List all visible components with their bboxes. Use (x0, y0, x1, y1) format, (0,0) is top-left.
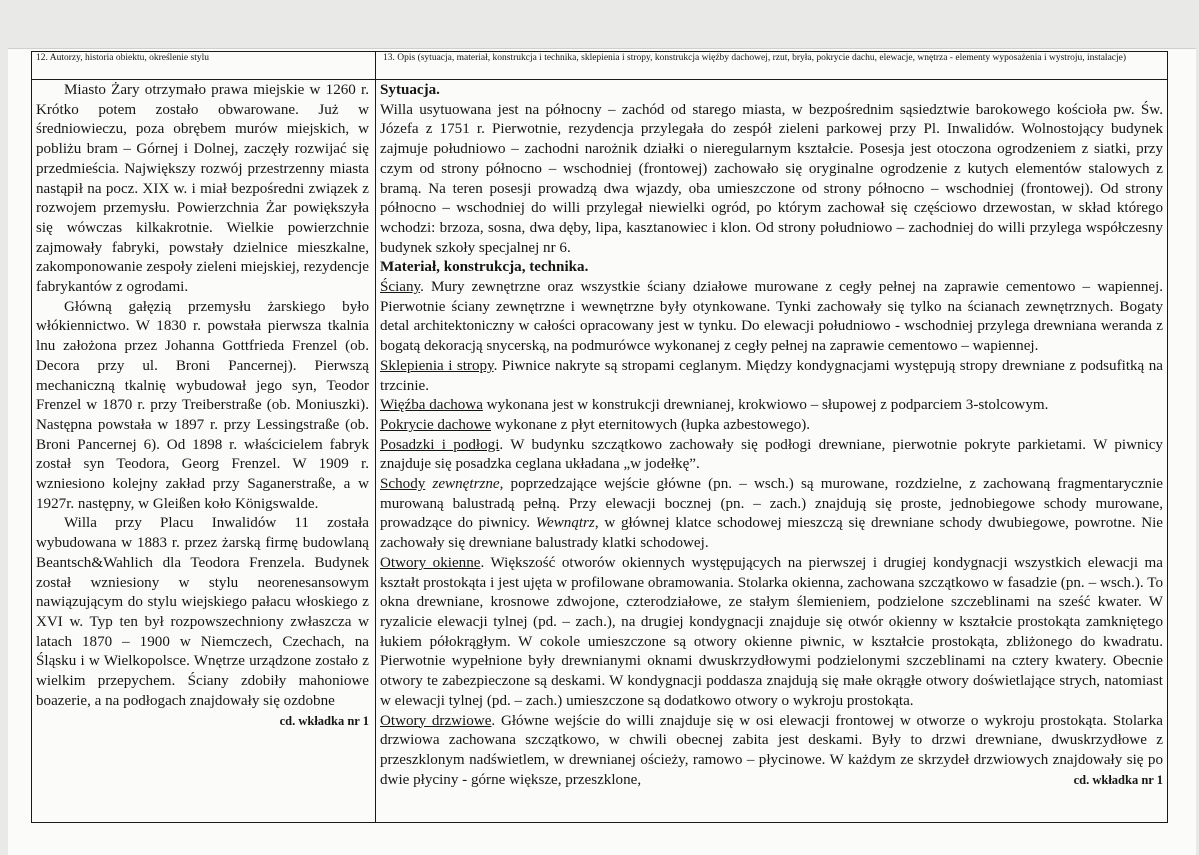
otwory-okienne-text: . Większość otworów okiennych występujących na pierwszej i drugiej kondygnacji wszystkich elewacji ma kształt prostokąta i jest ujęta w profilowane obramowania. Stolarka okienna, zachowana szczątkowo w fasadzie (pn. – wsch.). To okna drewniane, krosnowe zdwojone, czterodziałowe, ze stałym ślemieniem, podzielone szczeblinami na sześć kwater. W ryzalicie elewacji tylnej (pd. – zach.), na drugiej kondygnacji znajduje się otwór okienny w kształcie prostokąta zamkniętego łukiem półokrągłym. W cokole umieszczone są otwory okienne piwnic, w kształcie prostokąta, zbliżonego do kwadratu. Pierwotnie wypełnione były drewnianymi oknami dwuskrzydłowymi podzielonymi szczeblinami na cztery kwatery. Obecnie otwory te zabezpieczone są deskami. W kondygnacji poddasza znajdują się małe okrągłe otwory doświetlające strych, natomiast w elewacji tylnej (pd. – zach.) umieszczone są dodatkowo otwory o wykroju prostokąta. (380, 554, 1163, 709)
schody-text-a: , poprzedzające wejście główne (pn. – wsch.) są murowane, rozdzielne, z zachowaną fragmentarycznie murowaną balustradą pełną. Przy elewacji bocznej (pn. – zach.) znajdują się proste, jednobiegowe schody murowane, prowadzące do piwnicy. (380, 476, 1163, 532)
sciany-label: Ściany (380, 279, 421, 296)
schody-zewnetrzne: zewnętrzne (432, 476, 500, 493)
otwory-drzwiowe-label: Otwory drzwiowe (380, 712, 492, 729)
sciany-paragraph (380, 278, 1163, 357)
otwory-okienne-paragraph (380, 554, 1163, 712)
schody-label: Schody (380, 476, 426, 493)
description-column (380, 81, 1163, 790)
schody-wewnatrz: Wewnątrz (535, 515, 595, 532)
history-paragraph-1: Miasto Żary otrzymało prawa miejskie w 1260 r. Krótko potem zostało obwarowane. Już w średniowieczu, poza obrębem murów miejskich, w pobliżu bram – Górnej i Dolnej, zaczęły rozwijać się przedmieścia. Największy rozwój przestrzenny miasta nastąpił na pocz. XIX w. i miał bezpośredni związek z rozwojem przemysłu. Powierzchnia Żar powiększyła się wówczas kilkakrotnie. Wielkie powierzchnie zajmowały fabryki, powstały dzielnice mieszkalne, zakomponowanie zespoły zieleni miejskiej, rezydencje fabrykantów z ogrodami. (36, 82, 369, 296)
sklepienia-paragraph (380, 357, 1163, 396)
history-paragraph-3 (36, 514, 369, 728)
history-paragraph-2: Główną gałęzią przemysłu żarskiego było włókiennictwo. W 1830 r. powstała pierwsza tkalnia lnu założona przez Johanna Gottfrieda Frenzel (ob. Decora przy ul. Broni Pancernej). Pierwszą mechaniczną tkalnię wybudował jego syn, Teodor Frenzel w 1870 r. przy Treiberstraße (ob. Moniuszki). Następna powstała w 1897 r. przy Lessingstraße (ob. Broni Pancernej 6). Od 1898 r. właścicielem fabryk został syn Teodora, Georg Frenzel. W 1909 r. wzniesiono kolejny zakład przy Saganerstraße, a w 1927r. następny, w Gleißen koło Königswalde. (36, 298, 369, 512)
posadzki-label: Posadzki i podłogi (380, 436, 500, 453)
wiezba-text: wykonana jest w konstrukcji drewnianej, krokwiowo – słupowej z podparciem 3-stolcowym. (482, 397, 1049, 414)
posadzki-text: . W budynku szczątkowo zachowały się podłogi drewniane, pierwotnie pokryte parkietami. W piwnicy znajduje się posadzka ceglana układana „w jodełkę”. (380, 436, 1163, 473)
section-heading-sytuacja: Sytuacja. (380, 82, 440, 98)
column-divider (375, 51, 376, 823)
wiezba-label: Więźba dachowa (380, 397, 483, 414)
pokrycie-paragraph (380, 416, 1163, 436)
sklepienia-label: Sklepienia i stropy (380, 357, 494, 374)
header-description: 13. Opis (sytuacja, materiał, konstrukcja i technika, sklepienia i stropy, konstrukcja więźby dachowej, rzut, bryła, pokrycie dachu, elewacje, wnętrza - elementy wyposażenia i wystroju, instalacje) (383, 53, 1127, 63)
schody-text-b: , w głównej klatce schodowej mieszczą się drewniane schody dwubiegowe, powrotne. Nie zachowały się drewniane balustrady klatki schodowej. (380, 515, 1164, 552)
history-paragraph-3-text: Willa przy Placu Inwalidów 11 została wybudowana w 1883 r. przez żarską firmę budowlaną Beantsch&Wahlich dla Teodora Frenzela. Budynek został wzniesiony w stylu neorenesansowym nawiązującym do stylu wiejskiego pałacu włoskiego z XVI w. Typ ten był rozpowszechniony zwłaszcza w latach 1870 – 1900 w Niemczech, Czechach, na Śląsku i w Wielkopolsce. Wnętrze urządzone zostało z wielkim przepychem. Ściany zdobiły mahoniowe boazerie, a na podłogach znajdowały się ozdobne (36, 515, 369, 709)
continuation-note: cd. wkładka nr 1 (279, 713, 369, 728)
header-divider (31, 79, 1168, 80)
pokrycie-label: Pokrycie dachowe (380, 416, 492, 433)
schody-paragraph (380, 475, 1163, 554)
header-authors-history: 12. Autorzy, historia obiektu, określenie stylu (36, 53, 209, 63)
posadzki-paragraph (380, 436, 1163, 475)
section-heading-material: Materiał, konstrukcja, technika. (380, 259, 589, 276)
pokrycie-text: wykonane z płyt eternitowych (łupka azbestowego). (491, 416, 811, 433)
sklepienia-text: . Piwnice nakryte są stropami ceglanym. Między kondygnacjami występują stropy drewniane z podsufitką na trzcinie. (380, 357, 1163, 394)
otwory-drzwiowe-paragraph (380, 712, 1163, 791)
otwory-okienne-label: Otwory okienne (380, 554, 481, 571)
continuation-note-right: cd. wkładka nr 1 (1073, 772, 1163, 787)
wiezba-paragraph (380, 396, 1163, 416)
otwory-drzwiowe-text: . Główne wejście do willi znajduje się w osi elewacji frontowej w otworze o wykroju prostokąta. Stolarka drzwiowa zachowana szczątkowo, w chwili obecnej zabita jest deskami. Były to drzwi drewniane, dwuskrzydłowe z przeszklonym nadświetlem, w drewnianej ościeży, ramowo – płycinowe. W każdym ze skrzydeł drzwiowych znajdowały się po dwie płyciny - górne większe, przeszklone, (380, 712, 1163, 788)
sytuacja-text: Willa usytuowana jest na północny – zachód od starego miasta, w bezpośrednim sąsiedztwie barokowego kościoła pw. Św. Józefa z 1751 r. Pierwotnie, rezydencja przylegała do zespół zieleni parkowej przy Pl. Inwalidów. Wolnostojący budynek zajmuje południowo – zachodni narożnik działki o nieregularnym kształcie. Posesja jest otoczona ogrodzeniem z siatki, przy czym od strony północno – wschodniej (frontowej) zachowało się oryginalne ogrodzenie z kutych elementów stalowych z bramą. Na teren posesji prowadzą dwa wjazdy, oba umieszczone od strony północno – wschodniej (frontowej). Od strony północno – wschodniej do willi przylegał niewielki ogród, po którym zachował się częściowo drzewostan, w skład którego wchodzi: brzoza, sosna, dwa dęby, lipa, kasztanowiec i klon. Od strony południowo – zachodniej do willi przylega współczesny budynek szkoły specjalnej nr 6. (380, 101, 1163, 256)
history-column (36, 81, 369, 731)
sciany-text: . Mury zewnętrzne oraz wszystkie ściany działowe murowane z cegły pełnej na zaprawie cementowo – wapiennej. Pierwotnie ściany zewnętrzne i wewnętrzne były otynkowane. Tynki zachowały się tylko na ścianach zewnętrznych. Bogaty detal architektoniczny w całości opracowany jest w tynku. Do elewacji południowo - wschodniej przylega drewniana weranda z bogatą dekoracją snycerską, na podmurówce wykonanej z cegły pełnej na zaprawie cementowo – wapiennej. (380, 279, 1163, 355)
